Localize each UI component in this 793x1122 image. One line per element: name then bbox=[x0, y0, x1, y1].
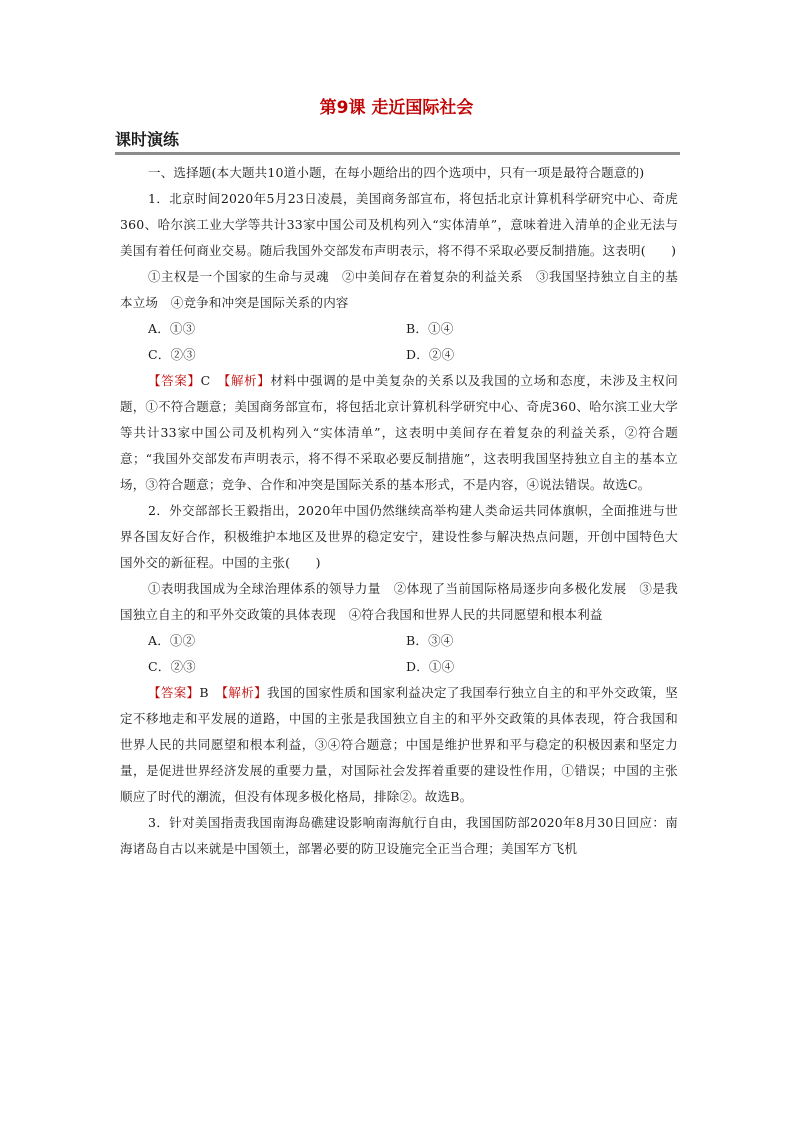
question-1-answer bbox=[120, 368, 678, 498]
option-c: C．②③ bbox=[148, 347, 196, 362]
page-title: 第9课 走近国际社会 bbox=[319, 98, 474, 118]
answer-tag: 【答案】 bbox=[148, 373, 201, 388]
question-1-statements: ①主权是一个国家的生命与灵魂 ②中美间存在着复杂的利益关系 ③我国坚持独立自主的基本立场 ④竞争和冲突是国际关系的内容 bbox=[120, 269, 678, 310]
question-3-stem: 3．针对美国指责我国南海岛礁建设影响南海航行自由，我国国防部2020年8月30日回应：南海诸岛自古以来就是中国领土，部署必要的防卫设施完全正当合理；美国军方飞机 bbox=[120, 815, 678, 856]
option-c: C．②③ bbox=[148, 659, 196, 674]
answer-tag: 【答案】 bbox=[148, 685, 200, 700]
instructions: 一、选择题(本大题共10道小题，在每小题给出的四个选项中，只有一项是最符合题意的) bbox=[148, 165, 645, 180]
option-d: D．②④ bbox=[406, 347, 455, 362]
option-d: D．①④ bbox=[406, 659, 455, 674]
section-divider bbox=[115, 152, 680, 155]
option-a: A．①② bbox=[148, 633, 196, 648]
analysis-tag: 【解析】 bbox=[224, 373, 271, 388]
question-2-options bbox=[120, 628, 678, 654]
analysis-text: 材料中强调的是中美复杂的关系以及我国的立场和态度，未涉及主权问题，①不符合题意；美国商务部宣布，将包括北京计算机科学研究中心、奇虎360、哈尔滨工业大学等共计33家中国公司及机构列入“实体清单”，这表明中美间存在着复杂的利益关系，②符合题意；“我国外交部发布声明表示，将不得不采取必要反制措施”，这表明我国坚持独立自主的基本立场，③符合题意；竞争、合作和冲突是国际关系的基本形式，不是内容，④说法错误。故选C。 bbox=[120, 373, 678, 492]
question-2-stem: 2．外交部部长王毅指出，2020年中国仍然继续高举构建人类命运共同体旗帜，全面推进与世界各国友好合作，积极维护本地区及世界的稳定安宁，建设性参与解决热点问题，开创中国特色大国外交的新征程。中国的主张( ) bbox=[120, 503, 678, 570]
question-1-stem: 1．北京时间2020年5月23日凌晨，美国商务部宣布，将包括北京计算机科学研究中心、奇虎360、哈尔滨工业大学等共计33家中国公司及机构列入“实体清单”，意味着进入清单的企业无法与美国有着任何商业交易。随后我国外交部发布声明表示，将不得不采取必要反制措施。这表明( ) bbox=[120, 191, 678, 258]
analysis-tag: 【解析】 bbox=[221, 685, 267, 700]
document-body bbox=[120, 160, 678, 862]
option-b: B．①④ bbox=[406, 321, 454, 336]
section-heading: 课时演练 bbox=[115, 130, 180, 149]
option-b: B．③④ bbox=[406, 633, 454, 648]
question-1-options bbox=[120, 316, 678, 342]
question-2-statements: ①表明我国成为全球治理体系的领导力量 ②体现了当前国际格局逐步向多极化发展 ③是我国独立自主的和平外交政策的具体表现 ④符合我国和世界人民的共同愿望和根本利益 bbox=[120, 581, 678, 622]
answer-value: C bbox=[200, 373, 211, 388]
question-1-options-2 bbox=[120, 342, 678, 368]
question-2-options-2 bbox=[120, 654, 678, 680]
option-a: A．①③ bbox=[148, 321, 196, 336]
analysis-text: 我国的国家性质和国家利益决定了我国奉行独立自主的和平外交政策，坚定不移地走和平发展的道路，中国的主张是我国独立自主的和平外交政策的具体表现，符合我国和世界人民的共同愿望和根本利益，③④符合题意；中国是维护世界和平与稳定的积极因素和坚定力量，是促进世界经济发展的重要力量，对国际社会发挥着重要的建设性作用，①错误；中国的主张顺应了时代的潮流，但没有体现多极化格局，排除②。故选B。 bbox=[120, 685, 678, 804]
question-2-answer bbox=[120, 680, 678, 810]
answer-value: B bbox=[199, 685, 209, 700]
